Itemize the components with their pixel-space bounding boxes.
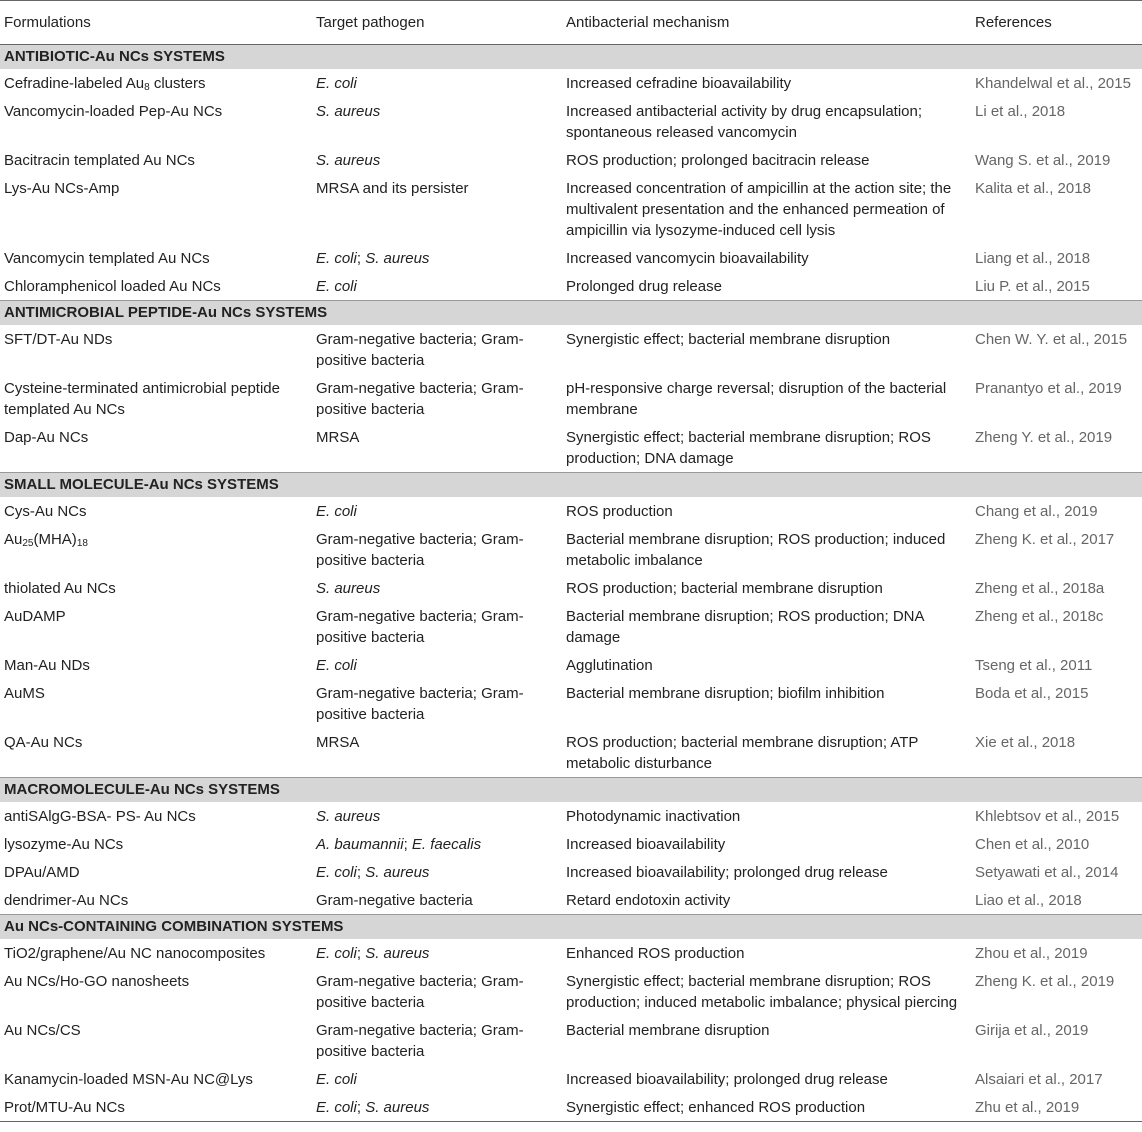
reference-cell: Liu P. et al., 2015	[975, 278, 1090, 295]
table-row	[0, 272, 1142, 301]
reference-cell: Zheng et al., 2018c	[975, 608, 1104, 625]
table-row	[0, 69, 1142, 97]
table-row	[0, 886, 1142, 915]
formulation-cell: AuDAMP	[4, 608, 66, 625]
reference-cell: Chang et al., 2019	[975, 503, 1098, 520]
table-row	[0, 497, 1142, 525]
reference-cell: Khandelwal et al., 2015	[975, 75, 1131, 92]
reference-cell: Zheng Y. et al., 2019	[975, 429, 1113, 446]
mechanism-cell: Synergistic effect; bacterial membrane disruption; ROS production; DNA damage	[566, 429, 931, 467]
pathogen-cell: E. coli	[316, 75, 357, 92]
mechanism-cell: Bacterial membrane disruption	[566, 1022, 770, 1039]
pathogen-cell: E. coli	[316, 503, 357, 520]
formulation-cell: Dap-Au NCs	[4, 429, 89, 446]
pathogen-cell: E. coli	[316, 657, 357, 674]
formulation-cell: Man-Au NDs	[4, 657, 90, 674]
pathogen-cell: A. baumannii; E. faecalis	[316, 836, 482, 853]
table-row	[0, 858, 1142, 886]
table-row	[0, 679, 1142, 728]
section-header	[0, 301, 1142, 326]
formulation-cell: dendrimer-Au NCs	[4, 892, 129, 909]
reference-cell: Liang et al., 2018	[975, 250, 1091, 267]
pathogen-cell: Gram-negative bacteria; Gram-positive bacteria	[316, 531, 524, 569]
formulation-cell: AuMS	[4, 685, 45, 702]
mechanism-cell: ROS production; prolonged bacitracin release	[566, 152, 870, 169]
reference-cell: Tseng et al., 2011	[975, 657, 1093, 674]
table-row	[0, 651, 1142, 679]
formulation-cell: QA-Au NCs	[4, 734, 83, 751]
mechanism-cell: Synergistic effect; bacterial membrane disruption; ROS production; induced metabolic imbalance; physical piercing	[566, 973, 958, 1011]
reference-cell: Liao et al., 2018	[975, 892, 1082, 909]
mechanism-cell: ROS production	[566, 503, 673, 520]
mechanism-cell: Increased bioavailability; prolonged drug release	[566, 864, 888, 881]
mechanism-cell: Prolonged drug release	[566, 278, 722, 295]
section-title: ANTIBIOTIC-Au NCs SYSTEMS	[0, 45, 1142, 70]
column-header-antibacterial-mechanism: Antibacterial mechanism	[562, 1, 971, 45]
formulation-cell: $Au_{25}(MHA)_{18}$	[4, 531, 88, 549]
reference-cell: Girija et al., 2019	[975, 1022, 1089, 1039]
column-header-target-pathogen: Target pathogen	[312, 1, 562, 45]
reference-cell: Xie et al., 2018	[975, 734, 1076, 751]
formulation-cell: thiolated Au NCs	[4, 580, 116, 597]
pathogen-cell: MRSA	[316, 429, 360, 446]
reference-cell: Chen W. Y. et al., 2015	[975, 331, 1128, 348]
formulation-cell: Bacitracin templated Au NCs	[4, 152, 195, 169]
section-header	[0, 778, 1142, 803]
formulation-cell: DPAu/AMD	[4, 864, 80, 881]
section-header	[0, 915, 1142, 940]
section-title: SMALL MOLECULE-Au NCs SYSTEMS	[0, 473, 1142, 498]
table-row	[0, 525, 1142, 574]
mechanism-cell: Agglutination	[566, 657, 653, 674]
pathogen-cell: Gram-negative bacteria; Gram-positive bacteria	[316, 380, 524, 418]
table-row	[0, 244, 1142, 272]
section-title: MACROMOLECULE-Au NCs SYSTEMS	[0, 778, 1142, 803]
pathogen-cell: S. aureus	[316, 152, 381, 169]
formulation-cell: Au NCs/CS	[4, 1022, 81, 1039]
table-row	[0, 802, 1142, 830]
pathogen-cell: E. coli; S. aureus	[316, 945, 430, 962]
section-title: ANTIMICROBIAL PEPTIDE-Au NCs SYSTEMS	[0, 301, 1142, 326]
pathogen-cell: Gram-negative bacteria; Gram-positive bacteria	[316, 1022, 524, 1060]
table-row	[0, 1016, 1142, 1065]
table-row	[0, 574, 1142, 602]
pathogen-cell: S. aureus	[316, 808, 381, 825]
table-row	[0, 830, 1142, 858]
column-header-formulations: Formulations	[0, 1, 312, 45]
reference-cell: Zhou et al., 2019	[975, 945, 1088, 962]
pathogen-cell: E. coli; S. aureus	[312, 1093, 562, 1122]
reference-cell: Li et al., 2018	[975, 103, 1066, 120]
reference-cell: Alsaiari et al., 2017	[975, 1071, 1103, 1088]
section-header	[0, 45, 1142, 70]
pathogen-cell: S. aureus	[316, 103, 381, 120]
mechanism-cell: Bacterial membrane disruption; biofilm inhibition	[566, 685, 885, 702]
formulation-cell: antiSAlgG-BSA- PS- Au NCs	[4, 808, 196, 825]
formulation-cell: Cefradine-labeled $Au_8$ clusters	[4, 75, 206, 93]
pathogen-cell: Gram-negative bacteria; Gram-positive bacteria	[316, 331, 524, 369]
formulation-cell: Lys-Au NCs-Amp	[4, 180, 120, 197]
mechanism-cell: Increased vancomycin bioavailability	[566, 250, 809, 267]
reference-cell: Setyawati et al., 2014	[975, 864, 1119, 881]
formulation-cell: lysozyme-Au NCs	[4, 836, 124, 853]
section-header	[0, 473, 1142, 498]
formulation-cell: TiO2/graphene/Au NC nanocomposites	[4, 945, 266, 962]
mechanism-cell: Bacterial membrane disruption; ROS production; DNA damage	[566, 608, 924, 646]
formulation-cell: Prot/MTU-Au NCs	[0, 1093, 312, 1122]
pathogen-cell: E. coli; S. aureus	[316, 864, 430, 881]
formulation-cell: Chloramphenicol loaded Au NCs	[4, 278, 221, 295]
reference-cell: Zheng K. et al., 2019	[975, 973, 1115, 990]
table-row	[0, 602, 1142, 651]
table-row	[0, 728, 1142, 778]
table-row	[0, 1093, 1142, 1122]
table-row	[0, 1065, 1142, 1093]
formulation-cell: Cys-Au NCs	[4, 503, 87, 520]
table-row	[0, 939, 1142, 967]
mechanism-cell: Enhanced ROS production	[566, 945, 745, 962]
reference-cell: Chen et al., 2010	[975, 836, 1090, 853]
reference-cell: Zheng K. et al., 2017	[975, 531, 1115, 548]
mechanism-cell: pH-responsive charge reversal; disruption of the bacterial membrane	[566, 380, 947, 418]
mechanism-cell: Increased bioavailability; prolonged drug release	[566, 1071, 888, 1088]
mechanism-cell: Synergistic effect; bacterial membrane disruption	[566, 331, 891, 348]
table-body	[0, 45, 1142, 1122]
formulation-cell: Au NCs/Ho-GO nanosheets	[4, 973, 190, 990]
mechanism-cell: ROS production; bacterial membrane disruption; ATP metabolic disturbance	[566, 734, 919, 772]
formulation-cell: Vancomycin templated Au NCs	[4, 250, 210, 267]
section-title: Au NCs-CONTAINING COMBINATION SYSTEMS	[0, 915, 1142, 940]
mechanism-cell: ROS production; bacterial membrane disruption	[566, 580, 883, 597]
mechanism-cell: Bacterial membrane disruption; ROS production; induced metabolic imbalance	[566, 531, 946, 569]
formulation-cell: Cysteine-terminated antimicrobial peptide templated Au NCs	[4, 380, 280, 418]
mechanism-cell: Increased bioavailability	[566, 836, 726, 853]
mechanism-cell: Increased concentration of ampicillin at the action site; the multivalent presentation and the enhanced permeation of ampicillin via lysozyme-induced cell lysis	[566, 180, 952, 239]
reference-cell: Boda et al., 2015	[975, 685, 1089, 702]
pathogen-cell: MRSA and its persister	[316, 180, 469, 197]
mechanism-cell: Photodynamic inactivation	[566, 808, 741, 825]
reference-cell: Khlebtsov et al., 2015	[975, 808, 1120, 825]
formulation-cell: Vancomycin-loaded Pep-Au NCs	[4, 103, 223, 120]
table-row	[0, 146, 1142, 174]
pathogen-cell: E. coli	[316, 278, 357, 295]
table-row	[0, 967, 1142, 1016]
mechanism-cell: Increased cefradine bioavailability	[566, 75, 792, 92]
reference-cell: Zhu et al., 2019	[971, 1093, 1142, 1122]
formulation-cell: Kanamycin-loaded MSN-Au NC@Lys	[4, 1071, 253, 1088]
reference-cell: Kalita et al., 2018	[975, 180, 1091, 197]
pathogen-cell: E. coli; S. aureus	[316, 250, 430, 267]
mechanism-cell: Retard endotoxin activity	[566, 892, 731, 909]
reference-cell: Pranantyo et al., 2019	[975, 380, 1122, 397]
pathogen-cell: Gram-negative bacteria; Gram-positive bacteria	[316, 608, 524, 646]
table-row	[0, 423, 1142, 473]
table-row	[0, 97, 1142, 146]
pathogen-cell: Gram-negative bacteria; Gram-positive bacteria	[316, 973, 524, 1011]
pathogen-cell: Gram-negative bacteria	[316, 892, 473, 909]
pathogen-cell: MRSA	[316, 734, 360, 751]
table-row	[0, 325, 1142, 374]
mechanism-cell: Increased antibacterial activity by drug encapsulation; spontaneous released vancomycin	[566, 103, 923, 141]
column-header-references: References	[971, 1, 1142, 45]
pathogen-cell: S. aureus	[316, 580, 381, 597]
mechanism-cell: Synergistic effect; enhanced ROS production	[562, 1093, 971, 1122]
pathogen-cell: Gram-negative bacteria; Gram-positive bacteria	[316, 685, 524, 723]
formulation-cell: SFT/DT-Au NDs	[4, 331, 113, 348]
reference-cell: Zheng et al., 2018a	[975, 580, 1105, 597]
reference-cell: Wang S. et al., 2019	[975, 152, 1111, 169]
table-row	[0, 174, 1142, 244]
table-header	[0, 1, 1142, 45]
pathogen-cell: E. coli	[316, 1071, 357, 1088]
table-row	[0, 374, 1142, 423]
